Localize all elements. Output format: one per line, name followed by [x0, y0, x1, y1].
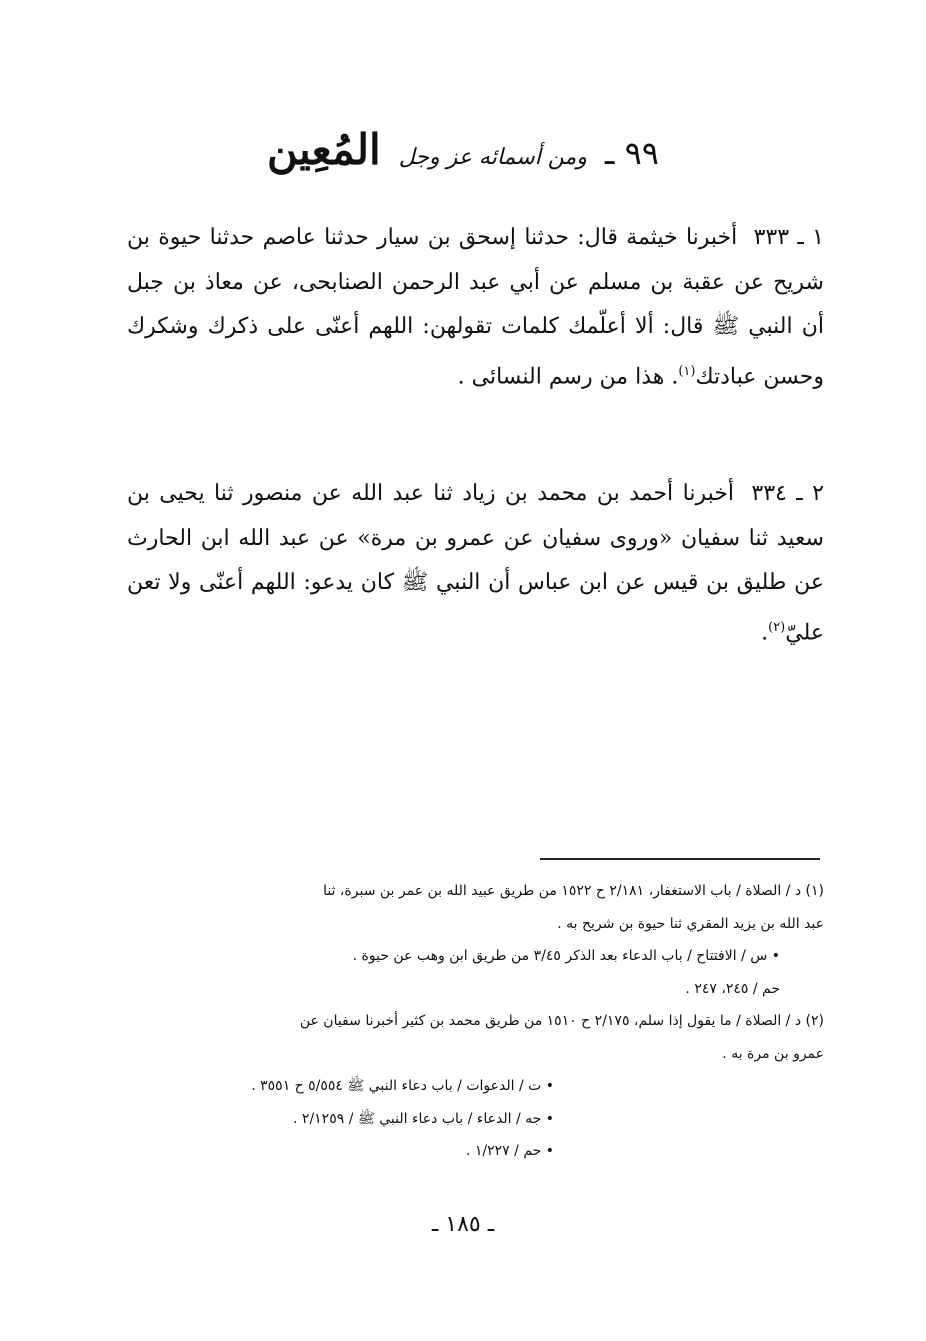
footnote-line: • جه / الدعاء / باب دعاء النبي ﷺ / ٢/١٢٥٩ .: [293, 1110, 554, 1127]
hadith-number: ٢ ـ ٣٣٤: [751, 481, 824, 506]
footnote-line: عبد الله بن يزيد المقري ثنا حيوة بن شريح به .: [557, 915, 824, 932]
hadith-tail: . هذا من رسم النسائى .: [457, 363, 679, 389]
hadith-text: أخبرنا أحمد بن محمد بن زياد ثنا عبد الله عن منصور ثنا يحيى بن سعيد ثنا سفيان «وروى سفيان عن عمرو بن مرة» عن عبد الله ابن الحارث عن طليق بن قيس عن ابن عباس أن النبي ﷺ كان يدعو: اللهم أعنّى ولا تعن عليّ: [127, 481, 824, 645]
footnote-line: (١) د / الصلاة / باب الاستغفار، ٢/١٨١ ح ١٥٢٢ من طريق عبيد الله بن عمر بن سبرة، ثنا: [323, 883, 824, 899]
hadith-paragraph: [127, 216, 824, 399]
hadith-text: أخبرنا خيثمة قال: حدثنا إسحق بن سيار حدثنا عاصم حدثنا حيوة بن شريح عن عقبة بن مسلم عن أبي عبد الرحمن الصنابحى، عن معاذ بن جبل أن النبي ﷺ قال: ألا أعلّمك كلمات تقولهن: اللهم أعنّى على ذكرك وشكرك وحسن عبادتك: [127, 225, 824, 389]
footnote-ref: (٢): [768, 619, 786, 635]
chapter-number: ٩٩ ـ: [605, 134, 659, 172]
footnote-line: عمرو بن مرة به .: [722, 1045, 824, 1062]
footnotes: [127, 875, 824, 1168]
hadith-number: ١ ـ ٣٣٣: [753, 225, 824, 250]
footnote-line: حم / ٢٤٥، ٢٤٧ .: [685, 980, 780, 997]
footnote-line: (٢) د / الصلاة / ما يقول إذا سلم، ٢/١٧٥ ح ١٥١٠ من طريق محمد بن كثير أخبرنا سفيان عن: [299, 1013, 824, 1029]
footnote-ref: (١): [678, 363, 696, 379]
chapter-honorific: ومن أسمائه عز وجل: [398, 145, 587, 170]
footnote-line: • س / الافتتاح / باب الدعاء بعد الذكر ٣/٤٥ من طريق ابن وهب عن حيوة .: [352, 948, 780, 964]
hadith-tail: .: [761, 619, 769, 645]
hadith-paragraph: [127, 472, 824, 655]
chapter-name: المُعِين: [267, 125, 381, 174]
chapter-heading: [0, 110, 926, 190]
footnote-line: • حم / ١/٢٢٧ .: [466, 1143, 554, 1159]
page-number: ـ ١٨٥ ـ: [431, 1212, 495, 1237]
footnote-divider: [540, 858, 820, 860]
footnote-line: • ت / الدعوات / باب دعاء النبي ﷺ ٥/٥٥٤ ح ٣٥٥١ .: [251, 1078, 554, 1094]
